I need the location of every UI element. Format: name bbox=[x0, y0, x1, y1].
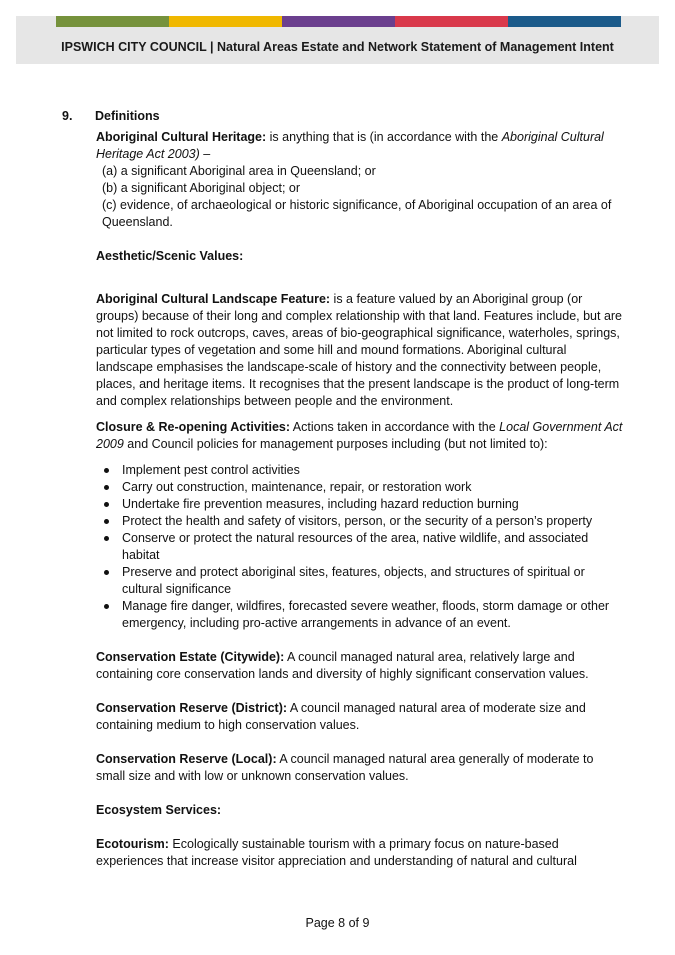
definitions-body bbox=[96, 129, 626, 870]
list-item: Conserve or protect the natural resources of the area, native wildlife, and associated habitat bbox=[96, 530, 626, 564]
color-bar-segment bbox=[508, 16, 621, 27]
definition-text: A council managed natural area generally of moderate to small size and with low or unknown conservation values. bbox=[96, 752, 594, 783]
section-number: 9. bbox=[62, 109, 73, 123]
page-header bbox=[16, 16, 659, 64]
list-item: Manage fire danger, wildfires, forecasted severe weather, floods, storm damage or other emergency, including pro-active arrangements in advance of an event. bbox=[96, 598, 626, 632]
definition-ecotourism bbox=[96, 836, 626, 870]
definition-text: A council managed natural area, relatively large and containing core conservation lands and diversity of highly significant conservation values. bbox=[96, 650, 589, 681]
act-title: Local Government Act 2009 bbox=[96, 420, 623, 451]
definition-text: – bbox=[199, 147, 211, 161]
definition-term: Conservation Reserve (District): bbox=[96, 701, 288, 715]
definition-text: A council managed natural area of moderate size and containing medium to high conservation values. bbox=[96, 701, 586, 732]
list-item: Implement pest control activities bbox=[96, 462, 626, 479]
definition-term: Closure & Re-opening Activities: bbox=[96, 420, 291, 434]
definition-term: Ecosystem Services: bbox=[96, 803, 222, 817]
heritage-item: (a) a significant Aboriginal area in Queensland; or bbox=[102, 164, 376, 178]
definition-closure bbox=[96, 419, 626, 453]
definition-term: Aesthetic/Scenic Values: bbox=[96, 249, 244, 263]
color-bar-segment bbox=[56, 16, 169, 27]
list-item: Preserve and protect aboriginal sites, features, objects, and structures of spiritual or cultural significance bbox=[96, 564, 626, 598]
definition-reserve-district bbox=[96, 700, 626, 734]
definition-text: Ecologically sustainable tourism with a primary focus on nature-based experiences that increase visitor appreciation and understanding of natural and cultural bbox=[96, 837, 577, 868]
definition-term: Aboriginal Cultural Heritage: bbox=[96, 130, 267, 144]
color-bar-segment bbox=[169, 16, 282, 27]
definition-text: is a feature valued by an Aboriginal group (or groups) because of their long and complex relationship with that land. Features include, but are not limited to rock outcrops, caves, areas of bio-geographical significance, waterholes, springs, particular types of vegetation and some hill and mound formations. Aboriginal cultural landscape emphasises the landscape-scale of history and the connectivity between people, places, and heritage items. It recognises that the present landscape is the product of long-term and complex relationships between people and the environment. bbox=[96, 292, 623, 408]
list-item: Undertake fire prevention measures, including hazard reduction burning bbox=[96, 496, 626, 513]
page-number: Page 8 of 9 bbox=[305, 916, 370, 930]
section-heading bbox=[62, 109, 160, 123]
definition-term: Conservation Reserve (Local): bbox=[96, 752, 277, 766]
definition-conservation-estate bbox=[96, 649, 626, 683]
definition-landscape bbox=[96, 291, 626, 410]
definition-term: Aboriginal Cultural Landscape Feature: bbox=[96, 292, 331, 306]
definition-term: Ecotourism: bbox=[96, 837, 169, 851]
header-color-bar bbox=[56, 16, 621, 27]
list-item: Carry out construction, maintenance, repair, or restoration work bbox=[96, 479, 626, 496]
header-title: IPSWICH CITY COUNCIL | Natural Areas Estate and Network Statement of Management Intent bbox=[61, 40, 614, 54]
heritage-item: (c) evidence, of archaeological or historic significance, of Aboriginal occupation of an area of Queensland. bbox=[102, 198, 612, 229]
section-title: Definitions bbox=[95, 109, 160, 123]
list-item: Protect the health and safety of visitors, person, or the security of a person’s property bbox=[96, 513, 626, 530]
color-bar-segment bbox=[395, 16, 508, 27]
definition-ecosystem bbox=[96, 802, 626, 819]
definition-aesthetic bbox=[96, 248, 626, 265]
definition-aboriginal-heritage bbox=[96, 129, 626, 163]
definition-text: Actions taken in accordance with the bbox=[290, 420, 500, 434]
closure-activities-list bbox=[96, 462, 626, 632]
definition-text: and Council policies for management purposes including (but not limited to): bbox=[123, 437, 548, 451]
color-bar-segment bbox=[282, 16, 395, 27]
definition-text: is anything that is (in accordance with the bbox=[266, 130, 502, 144]
heritage-item: (b) a significant Aboriginal object; or bbox=[102, 181, 301, 195]
act-title: Aboriginal Cultural Heritage Act 2003) bbox=[96, 130, 604, 161]
definition-term: Conservation Estate (Citywide): bbox=[96, 650, 285, 664]
definition-reserve-local bbox=[96, 751, 626, 785]
